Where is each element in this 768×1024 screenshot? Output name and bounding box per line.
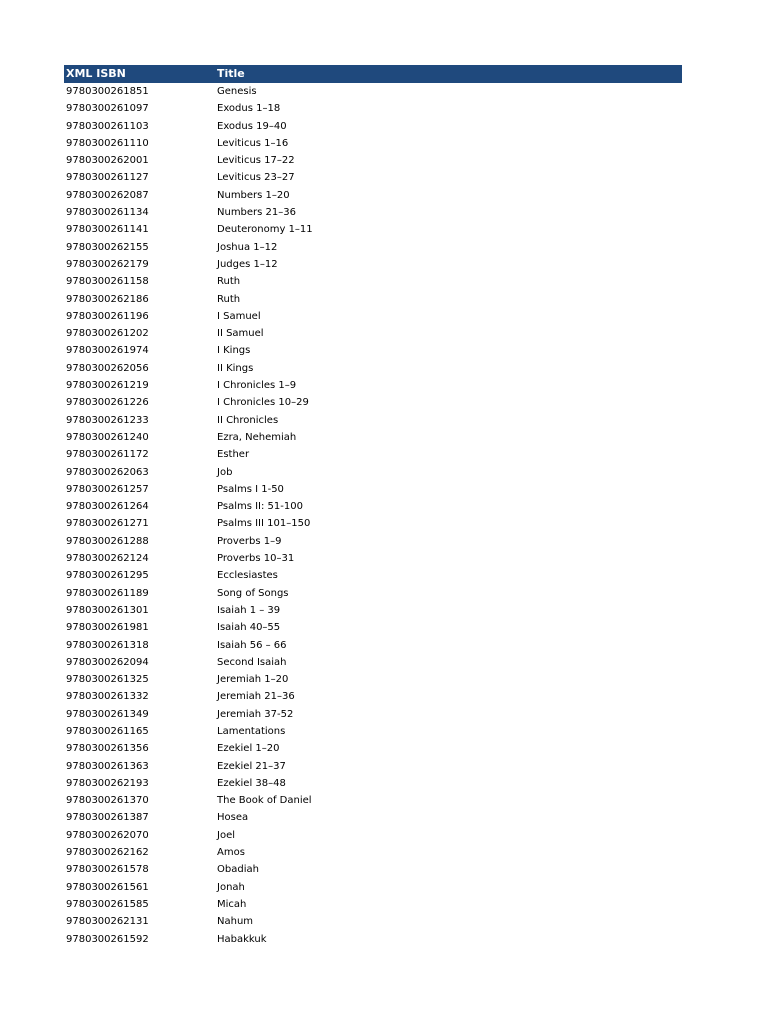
table-row: [64, 169, 682, 186]
title-cell: Exodus 1–18: [217, 103, 281, 115]
title-cell: Judges 1–12: [217, 258, 278, 270]
table-row: [64, 464, 682, 481]
table-row: [64, 913, 682, 930]
title-cell: Ruth: [217, 276, 241, 288]
table-row: [64, 723, 682, 740]
isbn-cell: 9780300261134: [66, 207, 149, 219]
isbn-cell: 9780300261318: [66, 639, 149, 651]
table-row: [64, 775, 682, 792]
title-cell: I Chronicles 1–9: [217, 380, 297, 392]
header-title: Title: [217, 67, 245, 80]
table-row: [64, 671, 682, 688]
title-cell: Esther: [217, 449, 250, 461]
table-row: [64, 239, 682, 256]
table-row: [64, 550, 682, 567]
table-row: [64, 429, 682, 446]
title-cell: Deuteronomy 1–11: [217, 224, 313, 236]
table-row: [64, 879, 682, 896]
isbn-title-table: [64, 65, 682, 948]
isbn-cell: 9780300261974: [66, 345, 149, 357]
isbn-cell: 9780300261158: [66, 276, 149, 288]
title-cell: Isaiah 1 – 39: [217, 604, 281, 616]
title-cell: Leviticus 23–27: [217, 172, 295, 184]
isbn-cell: 9780300261233: [66, 414, 149, 426]
isbn-cell: 9780300261141: [66, 224, 149, 236]
table-body: [64, 83, 682, 948]
isbn-cell: 9780300262186: [66, 293, 149, 305]
title-cell: Hosea: [217, 812, 249, 824]
table-header-row: [64, 65, 682, 83]
table-row: [64, 637, 682, 654]
isbn-cell: 9780300261295: [66, 570, 149, 582]
table-row: [64, 619, 682, 636]
table-row: [64, 498, 682, 515]
isbn-cell: 9780300262070: [66, 829, 149, 841]
title-cell: Jonah: [217, 881, 245, 893]
table-row: [64, 861, 682, 878]
isbn-cell: 9780300262131: [66, 916, 149, 928]
table-row: [64, 152, 682, 169]
isbn-cell: 9780300262063: [66, 466, 149, 478]
isbn-cell: 9780300261585: [66, 898, 149, 910]
isbn-cell: 9780300262162: [66, 847, 149, 859]
table-row: [64, 688, 682, 705]
isbn-cell: 9780300261264: [66, 501, 149, 513]
title-cell: Numbers 21–36: [217, 207, 297, 219]
table-row: [64, 360, 682, 377]
table-row: [64, 809, 682, 826]
table-row: [64, 377, 682, 394]
table-row: [64, 481, 682, 498]
isbn-cell: 9780300261172: [66, 449, 149, 461]
isbn-cell: 9780300261202: [66, 328, 149, 340]
title-cell: Obadiah: [217, 864, 259, 876]
title-cell: Psalms I 1-50: [217, 483, 284, 495]
title-cell: Habakkuk: [217, 933, 267, 945]
title-cell: Joshua 1–12: [217, 241, 278, 253]
table-row: [64, 792, 682, 809]
isbn-cell: 9780300261103: [66, 120, 149, 132]
isbn-cell: 9780300262124: [66, 553, 149, 565]
table-row: [64, 758, 682, 775]
title-cell: The Book of Daniel: [217, 795, 312, 807]
title-cell: Isaiah 40–55: [217, 622, 281, 634]
table-row: [64, 221, 682, 238]
table-row: [64, 567, 682, 584]
title-cell: Ezekiel 1–20: [217, 743, 280, 755]
table-row: [64, 515, 682, 532]
isbn-cell: 9780300261363: [66, 760, 149, 772]
isbn-cell: 9780300262056: [66, 362, 149, 374]
title-cell: Jeremiah 1–20: [217, 674, 289, 686]
isbn-cell: 9780300261127: [66, 172, 149, 184]
title-cell: Psalms III 101–150: [217, 518, 311, 530]
header-xml-isbn: XML ISBN: [66, 67, 126, 80]
title-cell: Ecclesiastes: [217, 570, 278, 582]
table-row: [64, 100, 682, 117]
isbn-cell: 9780300261387: [66, 812, 149, 824]
isbn-cell: 9780300261301: [66, 604, 149, 616]
table-row: [64, 740, 682, 757]
isbn-cell: 9780300261288: [66, 535, 149, 547]
isbn-cell: 9780300261219: [66, 380, 149, 392]
isbn-cell: 9780300261196: [66, 310, 149, 322]
title-cell: Proverbs 10–31: [217, 553, 295, 565]
table-row: [64, 256, 682, 273]
isbn-cell: 9780300261257: [66, 483, 149, 495]
title-cell: Proverbs 1–9: [217, 535, 282, 547]
table-row: [64, 308, 682, 325]
isbn-cell: 9780300261165: [66, 725, 149, 737]
title-cell: Jeremiah 21–36: [217, 691, 295, 703]
table-row: [64, 585, 682, 602]
title-cell: II Chronicles: [217, 414, 279, 426]
title-cell: Joel: [217, 829, 235, 841]
title-cell: Amos: [217, 847, 245, 859]
title-cell: Ezra, Nehemiah: [217, 431, 297, 443]
table-row: [64, 412, 682, 429]
title-cell: I Chronicles 10–29: [217, 397, 309, 409]
table-row: [64, 187, 682, 204]
isbn-cell: 9780300262094: [66, 656, 149, 668]
isbn-cell: 9780300261981: [66, 622, 149, 634]
title-cell: Song of Songs: [217, 587, 289, 599]
isbn-cell: 9780300261226: [66, 397, 149, 409]
table-row: [64, 135, 682, 152]
table-row: [64, 844, 682, 861]
title-cell: Exodus 19–40: [217, 120, 287, 132]
table-row: [64, 896, 682, 913]
title-cell: Nahum: [217, 916, 254, 928]
isbn-cell: 9780300261851: [66, 86, 149, 97]
isbn-cell: 9780300262179: [66, 258, 149, 270]
title-cell: Genesis: [217, 86, 257, 97]
isbn-cell: 9780300261561: [66, 881, 149, 893]
isbn-cell: 9780300261592: [66, 933, 149, 945]
table-row: [64, 446, 682, 463]
title-cell: Lamentations: [217, 725, 286, 737]
title-cell: I Samuel: [217, 310, 261, 322]
table-row: [64, 394, 682, 411]
table-row: [64, 118, 682, 135]
isbn-cell: 9780300261349: [66, 708, 149, 720]
title-cell: Second Isaiah: [217, 656, 287, 668]
title-cell: Leviticus 1–16: [217, 137, 289, 149]
isbn-cell: 9780300261578: [66, 864, 149, 876]
table-row: [64, 654, 682, 671]
title-cell: Numbers 1–20: [217, 189, 290, 201]
title-cell: II Samuel: [217, 328, 264, 340]
title-cell: II Kings: [217, 362, 254, 374]
title-cell: I Kings: [217, 345, 251, 357]
isbn-cell: 9780300262155: [66, 241, 149, 253]
title-cell: Psalms II: 51-100: [217, 501, 303, 513]
table-row: [64, 706, 682, 723]
isbn-cell: 9780300261097: [66, 103, 149, 115]
title-cell: Ruth: [217, 293, 241, 305]
title-cell: Jeremiah 37-52: [217, 708, 294, 720]
isbn-cell: 9780300261356: [66, 743, 149, 755]
table-row: [64, 83, 682, 100]
table-row: [64, 602, 682, 619]
isbn-cell: 9780300261240: [66, 431, 149, 443]
isbn-cell: 9780300262001: [66, 155, 149, 167]
title-cell: Micah: [217, 898, 247, 910]
isbn-cell: 9780300261110: [66, 137, 149, 149]
isbn-cell: 9780300261370: [66, 795, 149, 807]
table-row: [64, 204, 682, 221]
isbn-cell: 9780300261189: [66, 587, 149, 599]
title-cell: Leviticus 17–22: [217, 155, 295, 167]
title-cell: Job: [217, 466, 233, 478]
table-row: [64, 342, 682, 359]
isbn-cell: 9780300262087: [66, 189, 149, 201]
title-cell: Ezekiel 38–48: [217, 777, 286, 789]
table-row: [64, 325, 682, 342]
isbn-cell: 9780300261332: [66, 691, 149, 703]
isbn-cell: 9780300261271: [66, 518, 149, 530]
title-cell: Ezekiel 21–37: [217, 760, 286, 772]
table-row: [64, 291, 682, 308]
table-row: [64, 533, 682, 550]
isbn-cell: 9780300261325: [66, 674, 149, 686]
table-row: [64, 273, 682, 290]
isbn-cell: 9780300262193: [66, 777, 149, 789]
table-row: [64, 827, 682, 844]
title-cell: Isaiah 56 – 66: [217, 639, 287, 651]
table-row: [64, 931, 682, 948]
